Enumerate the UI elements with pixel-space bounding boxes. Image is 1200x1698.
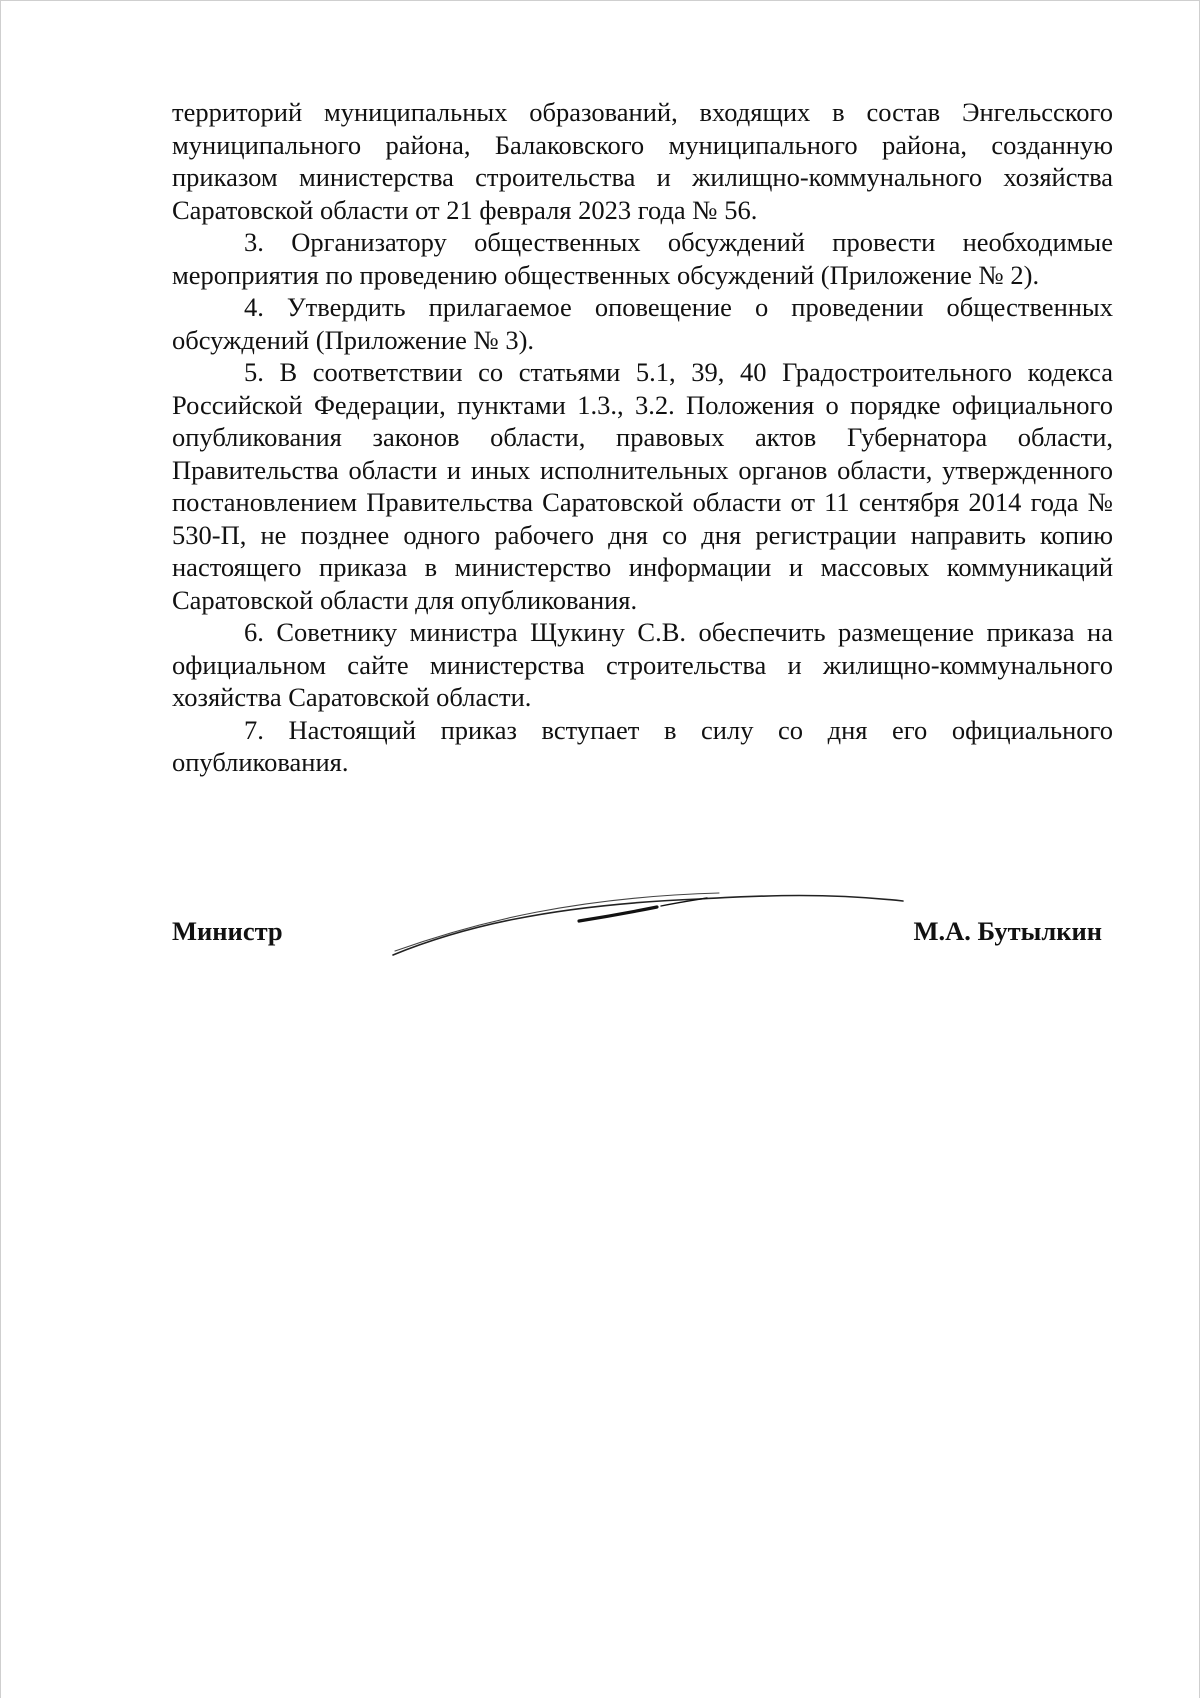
paragraph-item-7: 7. Настоящий приказ вступает в силу со дня его официального опубликования. bbox=[172, 714, 1113, 777]
signatory-title: Министр bbox=[172, 916, 283, 946]
paragraph-item-5: 5. В соответствии со статьями 5.1, 39, 40 Градостроительного кодекса Российской Федерации, пунктами 1.3., 3.2. Положения о порядке официального опубликования законов области, правовых актов Губернатора области, Правительства области и иных исполнительных органов области, утвержденного постановлением Правительства Саратовской области от 11 сентября 2014 года № 530-П, не позднее одного рабочего дня со дня регистрации направить копию настоящего приказа в министерство информации и массовых коммуникаций Саратовской области для опубликования. bbox=[172, 357, 1113, 615]
paragraph-item-6: 6. Советнику министра Щукину С.В. обеспечить размещение приказа на официальном сайте министерства строительства и жилищно-коммунального хозяйства Саратовской области. bbox=[172, 617, 1113, 712]
paragraph-continuation: территорий муниципальных образований, входящих в состав Энгельсского муниципального района, Балаковского муниципального района, созданную приказом министерства строительства и жилищно-коммунального хозяйства Саратовской области от 21 февраля 2023 года № 56. bbox=[172, 97, 1113, 225]
signature-block bbox=[172, 906, 1102, 966]
paragraph-item-3: 3. Организатору общественных обсуждений провести необходимые мероприятия по проведению общественных обсуждений (Приложение № 2). bbox=[172, 227, 1113, 290]
document-body bbox=[172, 96, 1113, 779]
paragraph-item-4: 4. Утвердить прилагаемое оповещение о проведении общественных обсуждений (Приложение № 3). bbox=[172, 292, 1113, 355]
signatory-name: М.А. Бутылкин bbox=[913, 916, 1102, 946]
